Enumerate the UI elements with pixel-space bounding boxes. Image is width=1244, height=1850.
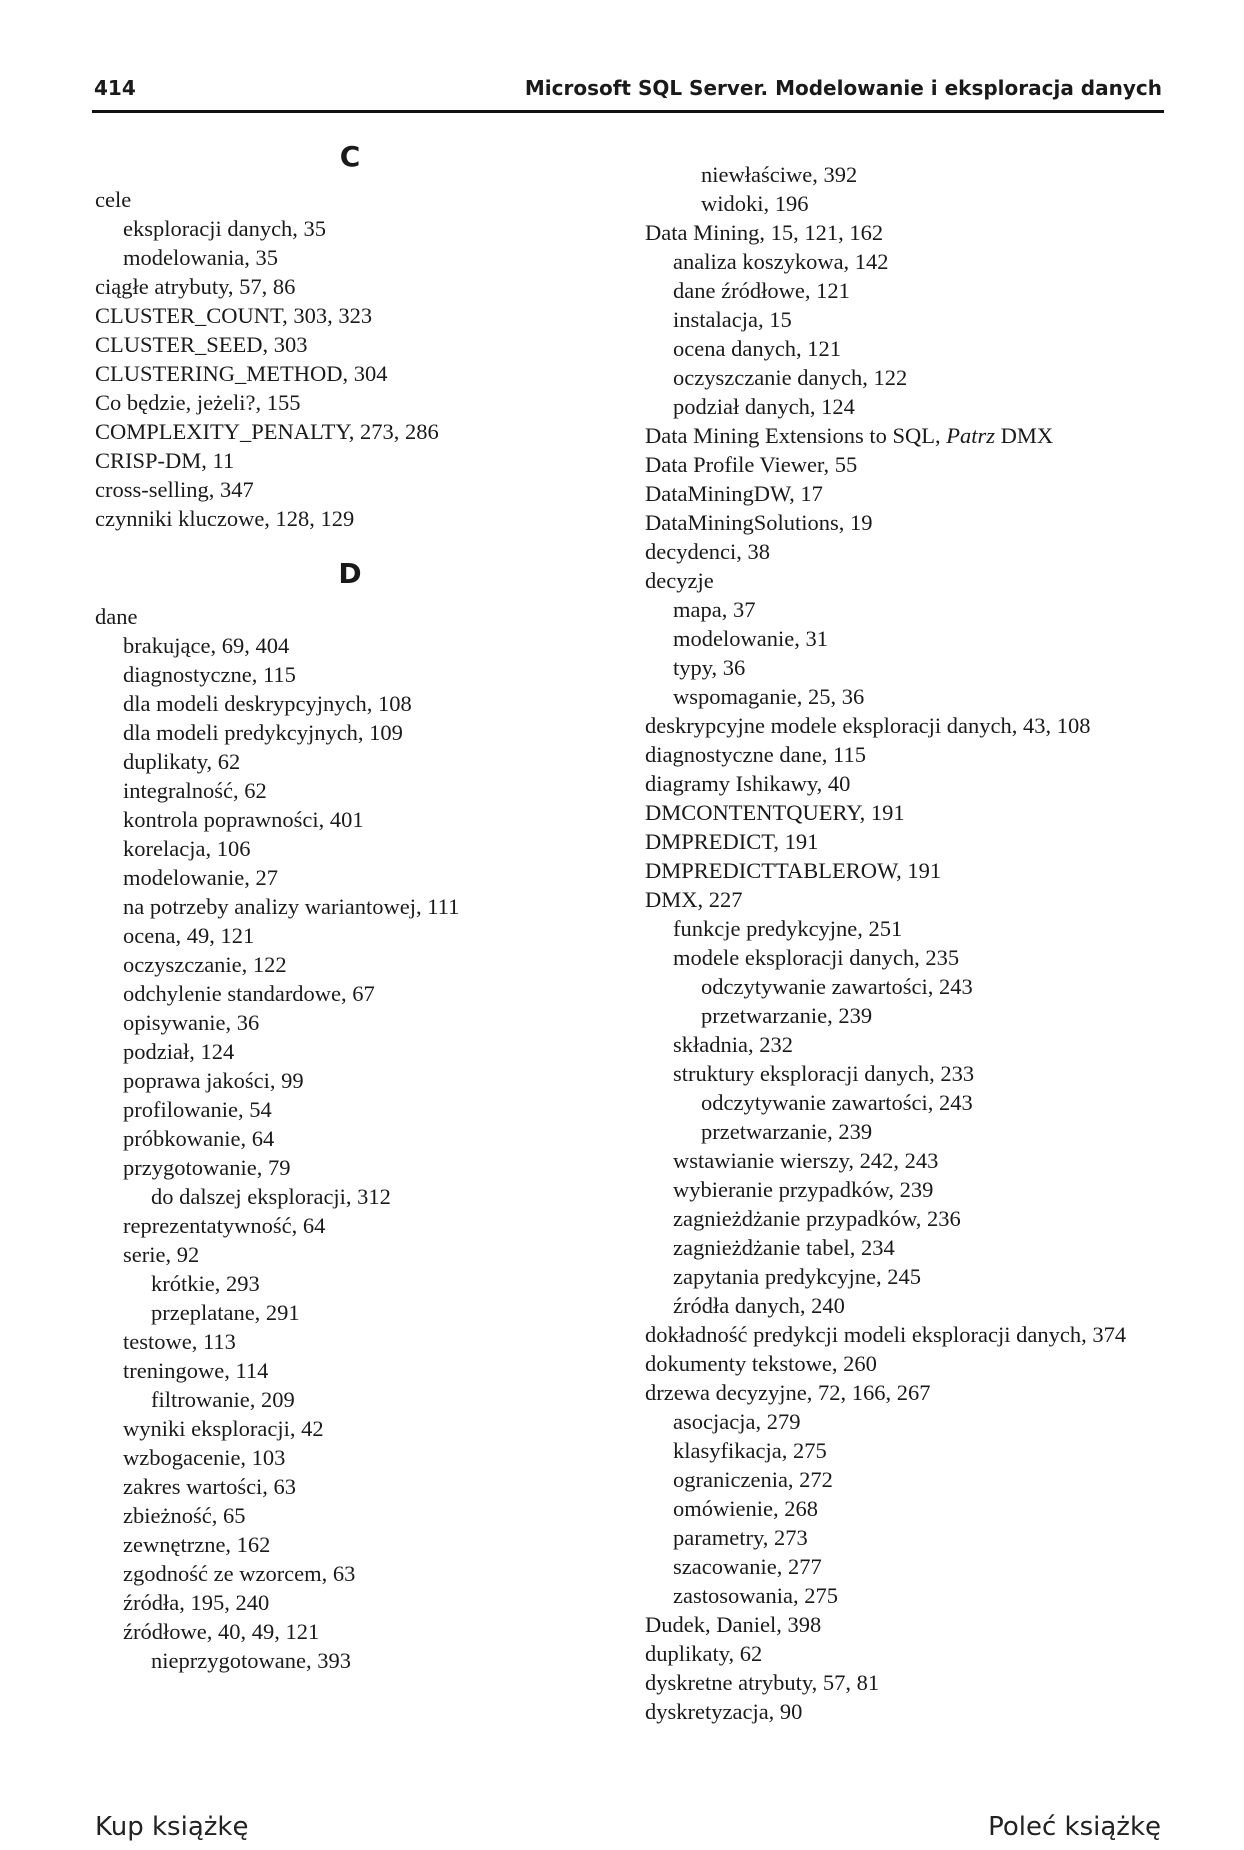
index-entry: asocjacja, 279 [673, 1409, 801, 1434]
index-entry: zagnieżdżanie przypadków, 236 [673, 1206, 961, 1231]
index-entry: integralność, 62 [123, 778, 267, 803]
index-entry: duplikaty, 62 [645, 1641, 763, 1666]
index-entry: oczyszczanie danych, 122 [673, 365, 908, 390]
index-entry: Dudek, Daniel, 398 [645, 1612, 822, 1637]
index-entry: zastosowania, 275 [673, 1583, 838, 1608]
index-entry: DMCONTENTQUERY, 191 [645, 800, 905, 825]
index-entry: dla modeli deskrypcyjnych, 108 [123, 691, 412, 716]
index-entry: niewłaściwe, 392 [701, 162, 858, 187]
index-entry: drzewa decyzyjne, 72, 166, 267 [645, 1380, 931, 1405]
index-entry: decydenci, 38 [645, 539, 770, 564]
cross-reference: Patrz [946, 423, 995, 448]
index-entry: wybieranie przypadków, 239 [673, 1177, 934, 1202]
recommend-book-link[interactable]: Poleć książkę [988, 1812, 1161, 1842]
index-entry: analiza koszykowa, 142 [673, 249, 889, 274]
index-entry: zakres wartości, 63 [123, 1474, 297, 1499]
index-entry: filtrowanie, 209 [151, 1387, 295, 1412]
index-entry: poprawa jakości, 99 [123, 1068, 304, 1093]
buy-book-link[interactable]: Kup książkę [95, 1812, 249, 1842]
index-entry: ocena, 49, 121 [123, 923, 255, 948]
index-entry: eksploracji danych, 35 [123, 216, 327, 241]
index-entry: odczytywanie zawartości, 243 [701, 1090, 973, 1115]
index-entry: funkcje predykcyjne, 251 [673, 916, 903, 941]
index-entry: diagramy Ishikawy, 40 [645, 771, 851, 796]
index-entry: duplikaty, 62 [123, 749, 241, 774]
index-entry: treningowe, 114 [123, 1358, 269, 1383]
index-entry: DataMiningSolutions, 19 [645, 510, 873, 535]
index-entry: źródła danych, 240 [673, 1293, 845, 1318]
index-entry: wspomaganie, 25, 36 [673, 684, 865, 709]
index-entry: korelacja, 106 [123, 836, 251, 861]
index-entry: opisywanie, 36 [123, 1010, 260, 1035]
index-entry: DataMiningDW, 17 [645, 481, 823, 506]
index-entry: źródła, 195, 240 [123, 1590, 270, 1615]
index-entry: wzbogacenie, 103 [123, 1445, 286, 1470]
index-entry: Co będzie, jeżeli?, 155 [95, 390, 301, 415]
index-entry: reprezentatywność, 64 [123, 1213, 326, 1238]
index-entry: zgodność ze wzorcem, 63 [123, 1561, 356, 1586]
index-entry: diagnostyczne, 115 [123, 662, 296, 687]
index-entry: próbkowanie, 64 [123, 1126, 275, 1151]
index-entry: kontrola poprawności, 401 [123, 807, 364, 832]
index-entry: serie, 92 [123, 1242, 200, 1267]
index-entry: Data Mining Extensions to SQL, Patrz DMX [645, 423, 1054, 448]
index-entry: dokładność predykcji modeli eksploracji danych, 374 [645, 1322, 1127, 1347]
index-entry: brakujące, 69, 404 [123, 633, 290, 658]
index-entry: modelowania, 35 [123, 245, 278, 270]
index-entry: nieprzygotowane, 393 [151, 1648, 351, 1673]
index-entry: szacowanie, 277 [673, 1554, 822, 1579]
index-entry: czynniki kluczowe, 128, 129 [95, 506, 355, 531]
index-entry: diagnostyczne dane, 115 [645, 742, 866, 767]
index-entry: klasyfikacja, 275 [673, 1438, 827, 1463]
index-entry: do dalszej eksploracji, 312 [151, 1184, 391, 1209]
index-entry: zewnętrzne, 162 [123, 1532, 271, 1557]
index-entry: DMPREDICTTABLEROW, 191 [645, 858, 942, 883]
index-entry: oczyszczanie, 122 [123, 952, 287, 977]
index-entry: modelowanie, 27 [123, 865, 278, 890]
index-entry: COMPLEXITY_PENALTY, 273, 286 [95, 419, 439, 444]
index-entry: instalacja, 15 [673, 307, 792, 332]
index-entry: omówienie, 268 [673, 1496, 818, 1521]
index-entry: składnia, 232 [673, 1032, 793, 1057]
index-column-right [645, 160, 1165, 1726]
index-entry: ograniczenia, 272 [673, 1467, 833, 1492]
index-entry: mapa, 37 [673, 597, 756, 622]
index-entry: modelowanie, 31 [673, 626, 828, 651]
index-entry: odchylenie standardowe, 67 [123, 981, 375, 1006]
index-entry: cele [95, 187, 132, 212]
index-column-left [95, 140, 565, 1675]
index-entry: na potrzeby analizy wariantowej, 111 [123, 894, 460, 919]
index-entry: CLUSTER_COUNT, 303, 323 [95, 303, 373, 328]
index-entry: CRISP-DM, 11 [95, 448, 235, 473]
index-entry: typy, 36 [673, 655, 746, 680]
index-entry: przygotowanie, 79 [123, 1155, 291, 1180]
index-entry: ocena danych, 121 [673, 336, 842, 361]
index-entry: źródłowe, 40, 49, 121 [123, 1619, 320, 1644]
index-entry: podział danych, 124 [673, 394, 855, 419]
index-entry: decyzje [645, 568, 714, 593]
index-entry: zapytania predykcyjne, 245 [673, 1264, 922, 1289]
index-entry: krótkie, 293 [151, 1271, 260, 1296]
index-entry: parametry, 273 [673, 1525, 808, 1550]
index-entry: modele eksploracji danych, 235 [673, 945, 960, 970]
index-entry: struktury eksploracji danych, 233 [673, 1061, 975, 1086]
index-entry: DMX, 227 [645, 887, 743, 912]
index-entry: przetwarzanie, 239 [701, 1119, 873, 1144]
index-entry: dokumenty tekstowe, 260 [645, 1351, 877, 1376]
index-entry: profilowanie, 54 [123, 1097, 272, 1122]
index-entry: wyniki eksploracji, 42 [123, 1416, 324, 1441]
index-entry: Data Profile Viewer, 55 [645, 452, 858, 477]
index-entry: odczytywanie zawartości, 243 [701, 974, 973, 999]
index-entry: CLUSTER_SEED, 303 [95, 332, 308, 357]
index-entry: Data Mining, 15, 121, 162 [645, 220, 884, 245]
index-entry: przetwarzanie, 239 [701, 1003, 873, 1028]
index-letter-heading: C [339, 140, 361, 173]
index-entry: ciągłe atrybuty, 57, 86 [95, 274, 296, 299]
index-entry: przeplatane, 291 [151, 1300, 300, 1325]
index-entry: deskrypcyjne modele eksploracji danych, 43, 108 [645, 713, 1091, 738]
book-title: Microsoft SQL Server. Modelowanie i eksploracja danych [524, 76, 1162, 100]
index-entry: wstawianie wierszy, 242, 243 [673, 1148, 939, 1173]
index-entry: widoki, 196 [701, 191, 809, 216]
index-entry: zbieżność, 65 [123, 1503, 246, 1528]
index-entry: CLUSTERING_METHOD, 304 [95, 361, 388, 386]
index-entry: dla modeli predykcyjnych, 109 [123, 720, 403, 745]
index-letter-heading: D [338, 557, 362, 590]
index-entry: zagnieżdżanie tabel, 234 [673, 1235, 895, 1260]
index-entry: cross-selling, 347 [95, 477, 254, 502]
index-entry: dyskretyzacja, 90 [645, 1699, 803, 1724]
index-entry: podział, 124 [123, 1039, 235, 1064]
index-entry: dyskretne atrybuty, 57, 81 [645, 1670, 880, 1695]
index-entry: dane [95, 604, 138, 629]
index-entry: testowe, 113 [123, 1329, 236, 1354]
page-number: 414 [94, 76, 136, 100]
index-entry: dane źródłowe, 121 [673, 278, 850, 303]
page-header [92, 76, 1164, 113]
index-entry: DMPREDICT, 191 [645, 829, 819, 854]
